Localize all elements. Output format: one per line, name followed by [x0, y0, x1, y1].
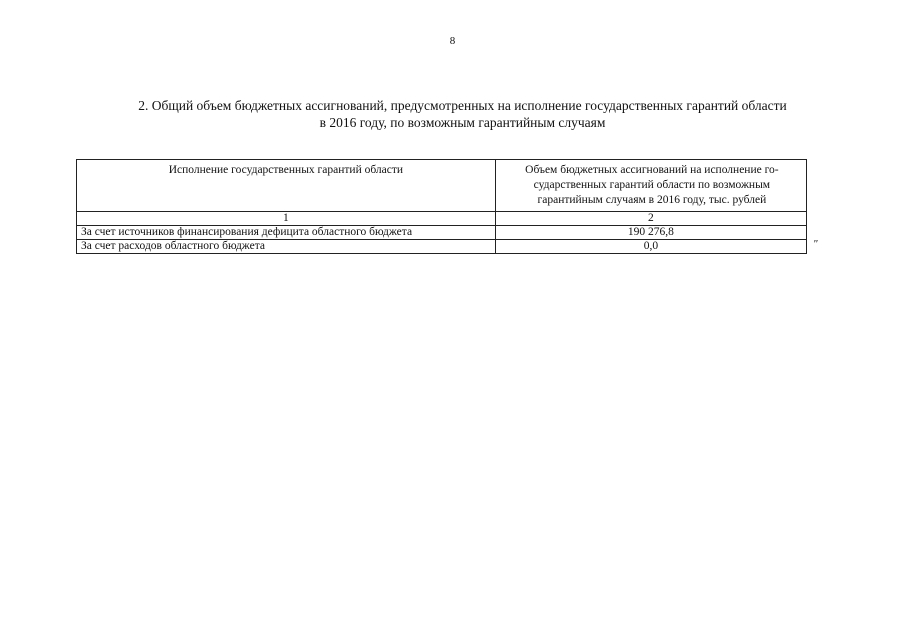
guarantees-table: [76, 159, 807, 254]
table-row: [77, 226, 807, 240]
header-cell-volume: Объем бюджетных ассигнований на исполнение го-сударственных гарантий области по возможным гарантийным случаям в 2016 году, тыс. рублей: [495, 160, 806, 212]
header-cell-execution: Исполнение государственных гарантий области: [77, 160, 496, 212]
row-label: За счет источников финансирования дефицита областного бюджета: [77, 226, 496, 240]
row-label: За счет расходов областного бюджета: [77, 240, 496, 254]
heading-line-2: в 2016 году, по возможным гарантийным случаям: [319, 115, 606, 130]
row-value: 190 276,8: [495, 226, 806, 240]
heading-line-1: 2. Общий объем бюджетных ассигнований, предусмотренных на исполнение государственных гарантий области: [138, 98, 787, 113]
column-number-1: 1: [77, 212, 496, 226]
column-number-row: [77, 212, 807, 226]
table-row: [77, 240, 807, 254]
row-value: 0,0: [495, 240, 806, 254]
table-header-row: [77, 160, 807, 212]
column-number-2: 2: [495, 212, 806, 226]
section-heading: [90, 97, 835, 131]
page-number: 8: [449, 35, 456, 47]
closing-quote-mark: ": [813, 238, 818, 250]
